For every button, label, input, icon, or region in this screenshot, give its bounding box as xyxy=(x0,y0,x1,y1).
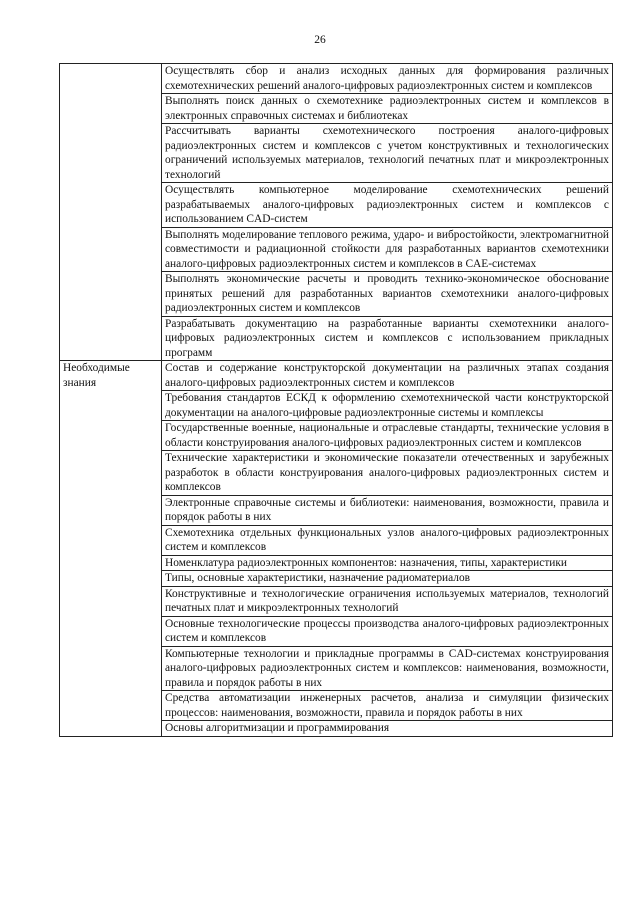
knowledge-row-text: Номенклатура радиоэлектронных компонентов: назначения, типы, характеристики xyxy=(162,555,613,571)
knowledge-row-text: Средства автоматизации инженерных расчетов, анализа и симуляции физических процессов: наименования, возможности, правила и порядок работы в них xyxy=(162,691,613,721)
labor-action-row-text: Разрабатывать документацию на разработанные варианты схемотехники аналого-цифровых радиоэлектронных систем и комплексов с использованием прикладных программ xyxy=(162,316,613,361)
labor-actions-label xyxy=(60,64,162,361)
knowledge-row-text: Типы, основные характеристики, назначение радиоматериалов xyxy=(162,571,613,587)
knowledge-row-text: Основные технологические процессы производства аналого-цифровых радиоэлектронных систем и комплексов xyxy=(162,616,613,646)
labor-action-row xyxy=(60,64,613,94)
knowledge-row-text: Требования стандартов ЕСКД к оформлению схемотехнической части конструкторской документации на аналого-цифровые радиоэлектронные системы и комплексы xyxy=(162,391,613,421)
required-knowledge-label: Необходимые знания xyxy=(60,361,162,737)
knowledge-row-text: Основы алгоритмизации и программирования xyxy=(162,721,613,737)
knowledge-row-text: Технические характеристики и экономические показатели отечественных и зарубежных разработок в области конструирования аналого-цифровых радиоэлектронных систем и комплексов xyxy=(162,451,613,496)
page-number: 26 xyxy=(314,34,326,46)
labor-action-row-text: Выполнять моделирование теплового режима, ударо- и вибростойкости, электромагнитной совместимости и радиационной стойкости для разработанных вариантов схемотехники аналого-цифровых радиоэлектронных систем и комплексов в CAE-системах xyxy=(162,227,613,272)
requirements-table xyxy=(59,63,613,737)
labor-action-row-text: Осуществлять компьютерное моделирование схемотехнических решений разрабатываемых аналого-цифровых радиоэлектронных систем и комплексов с использованием CAD-систем xyxy=(162,183,613,228)
knowledge-row-text: Государственные военные, национальные и отраслевые стандарты, технические условия в области конструирования аналого-цифровых радиоэлектронных систем и комплексов xyxy=(162,421,613,451)
knowledge-row xyxy=(60,361,613,391)
labor-action-row-text: Рассчитывать варианты схемотехнического построения аналого-цифровых радиоэлектронных систем и комплексов с учетом конструктивных и технологических ограничений используемых материалов, технологий печатных плат и микроэлектронных технологий xyxy=(162,124,613,183)
labor-action-row-text: Выполнять экономические расчеты и проводить технико-экономическое обоснование принятых решений для разработанных вариантов схемотехники аналого-цифровых радиоэлектронных систем и комплексов xyxy=(162,272,613,317)
knowledge-row-text: Состав и содержание конструкторской документации на различных этапах создания аналого-цифровых радиоэлектронных систем и комплексов xyxy=(162,361,613,391)
labor-action-row-text: Осуществлять сбор и анализ исходных данных для формирования различных схемотехнических решений аналого-цифровых радиоэлектронных систем и комплексов xyxy=(162,64,613,94)
requirements-table-body xyxy=(60,64,613,737)
knowledge-row-text: Конструктивные и технологические ограничения используемых материалов, технологий печатных плат и микроэлектронных технологий xyxy=(162,586,613,616)
knowledge-row-text: Схемотехника отдельных функциональных узлов аналого-цифровых радиоэлектронных систем и комплексов xyxy=(162,525,613,555)
labor-action-row-text: Выполнять поиск данных о схемотехнике радиоэлектронных систем и комплексов в электронных справочных системах и библиотеках xyxy=(162,94,613,124)
knowledge-row-text: Компьютерные технологии и прикладные программы в CAD-системах конструирования аналого-цифровых радиоэлектронных систем и комплексов: наименования, возможности, правила и порядок работы в них xyxy=(162,646,613,691)
knowledge-row-text: Электронные справочные системы и библиотеки: наименования, возможности, правила и порядок работы в них xyxy=(162,495,613,525)
